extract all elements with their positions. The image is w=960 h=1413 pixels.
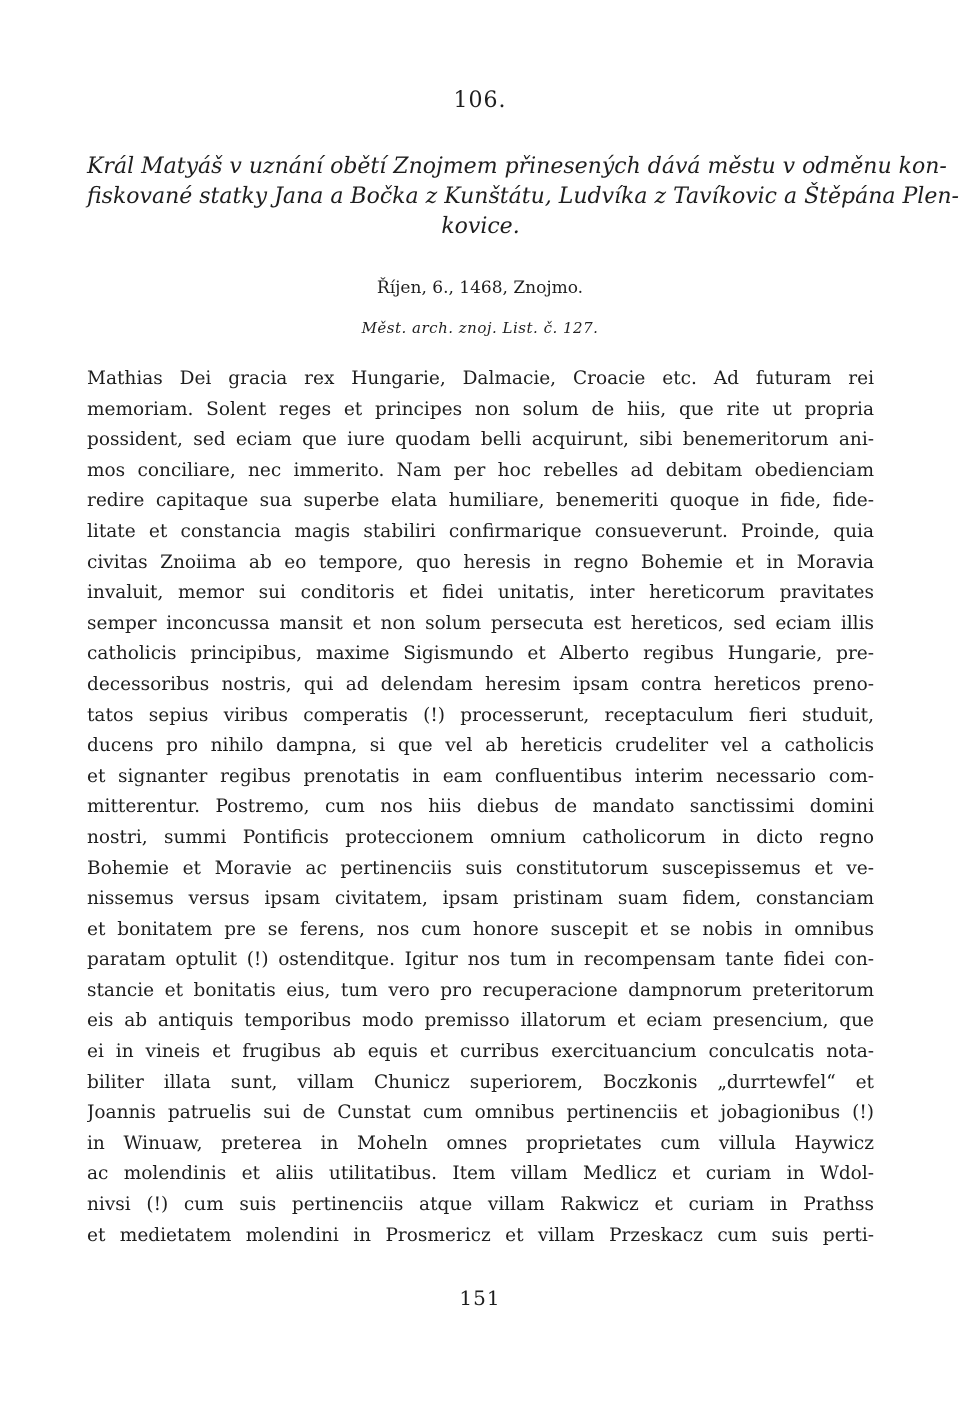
body-line: mos conciliare, nec immerito. Nam per hoc rebelles ad debitam obedienciam	[87, 459, 874, 481]
body-text	[87, 364, 874, 1251]
heading-line: fiskované statky Jana a Bočka z Kunštátu, Ludvíka z Tavíkovic a Štěpána Plen-	[87, 184, 959, 209]
body-line: litate et constancia magis stabiliri confirmarique consueverunt. Proinde, quia	[87, 520, 874, 542]
body-line: memoriam. Solent reges et principes non solum de hiis, que rite ut propria	[87, 398, 874, 420]
document-heading	[87, 152, 959, 242]
body-line: paratam optulit (!) ostenditque. Igitur nos tum in recompensam tante fidei con-	[87, 949, 874, 971]
body-line: decessoribus nostris, qui ad delendam heresim ipsam contra hereticos preno-	[87, 673, 874, 695]
dateline: Říjen, 6., 1468, Znojmo.	[376, 278, 584, 298]
heading-line: Král Matyáš v uznání obětí Znojmem přinesených dává městu v odměnu kon-	[87, 154, 947, 179]
body-line: tatos sepius viribus comperatis (!) processerunt, receptaculum fieri studuit,	[87, 704, 874, 726]
body-line: Joannis patruelis sui de Cunstat cum omnibus pertinenciis et jobagionibus (!)	[87, 1102, 874, 1124]
document-number: 106.	[453, 88, 507, 113]
body-line: nostri, summi Pontificis proteccionem omnium catholicorum in dicto regno	[87, 826, 874, 848]
body-line: civitas Znoiima ab eo tempore, quo heresis in regno Bohemie et in Moravia	[87, 551, 874, 573]
body-line: invaluit, memor sui conditoris et fidei unitatis, inter hereticorum pravitates	[87, 582, 874, 604]
body-line: biliter illata sunt, villam Chunicz superiorem, Boczkonis „durrtewfel“ et	[87, 1071, 874, 1093]
body-line: semper inconcussa mansit et non solum persecuta est hereticos, sed eciam illis	[87, 612, 874, 634]
body-line: in Winuaw, preterea in Moheln omnes proprietates cum villula Haywicz	[87, 1132, 874, 1154]
body-line: stancie et bonitatis eius, tum vero pro recuperacione dampnorum preteritorum	[87, 979, 874, 1001]
body-line: et bonitatem pre se ferens, nos cum honore suscepit et se nobis in omnibus	[87, 918, 874, 940]
body-line: eis ab antiquis temporibus modo premisso illatorum et eciam presencium, que	[87, 1010, 874, 1032]
body-line: ac molendinis et aliis utilitatibus. Item villam Medlicz et curiam in Wdol-	[87, 1163, 874, 1185]
body-line: mitterentur. Postremo, cum nos hiis diebus de mandato sanctissimi domini	[87, 796, 874, 818]
body-line: et signanter regibus prenotatis in eam confluentibus interim necessario com-	[87, 765, 874, 787]
body-line: Bohemie et Moravie ac pertinenciis suis constitutorum suscepissemus et ve-	[87, 857, 874, 879]
body-line: nissemus versus ipsam civitatem, ipsam pristinam suam fidem, constanciam	[87, 888, 874, 910]
body-line: redire capitaque sua superbe elata humiliare, benemeriti quoque in fide, fide-	[87, 490, 874, 512]
body-line: catholicis principibus, maxime Sigismundo et Alberto regibus Hungarie, pre-	[87, 643, 874, 665]
body-line: ei in vineis et frugibus ab equis et curribus exercituancium conculcatis nota-	[87, 1041, 874, 1063]
body-line: ducens pro nihilo dampna, si que vel ab hereticis crudeliter vel a catholicis	[87, 735, 874, 757]
body-line: nivsi (!) cum suis pertinenciis atque villam Rakwicz et curiam in Prathss	[87, 1194, 874, 1216]
heading-line: kovice.	[441, 214, 520, 239]
body-line: Mathias Dei gracia rex Hungarie, Dalmacie, Croacie etc. Ad futuram rei	[87, 368, 874, 389]
page-number: 151	[459, 1286, 501, 1310]
body-line: possident, sed eciam que iure quodam belli acquirunt, sibi benemeritorum ani-	[87, 429, 874, 451]
archive-source: Měst. arch. znoj. List. č. 127.	[361, 319, 599, 337]
body-line: et medietatem molendini in Prosmericz et villam Przeskacz cum suis perti-	[87, 1224, 874, 1246]
